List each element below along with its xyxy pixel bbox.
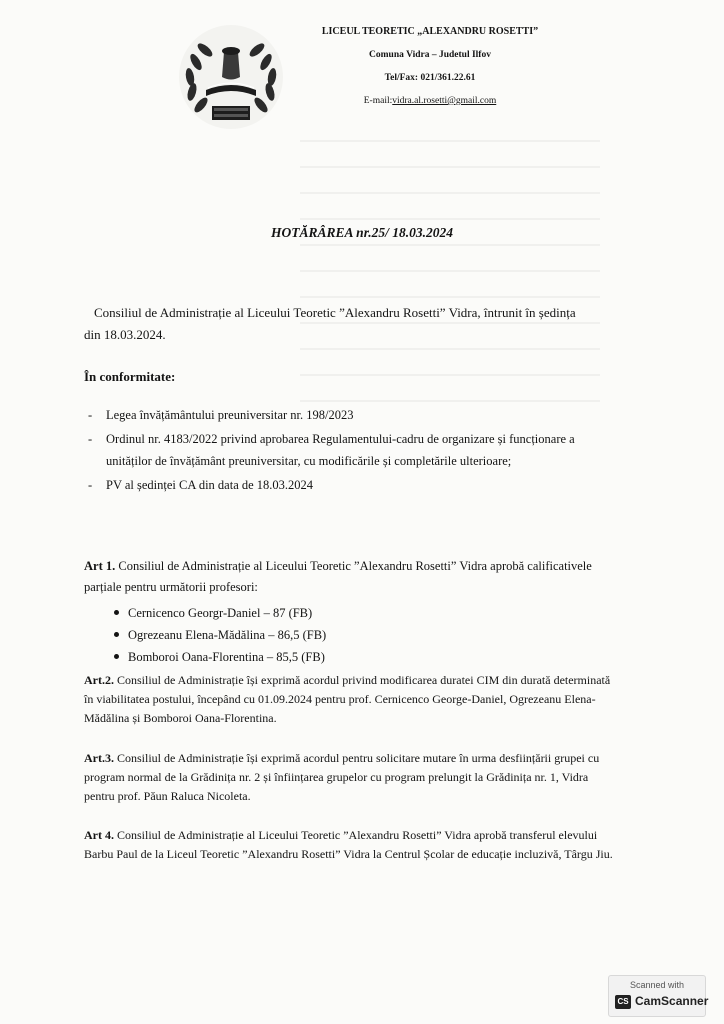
bleed-through-shadow: [300, 140, 600, 420]
scanned-with-label: Scanned with: [629, 980, 685, 990]
calificativ-item: Cernicenco Georgr-Daniel – 87 (FB): [112, 602, 326, 624]
letterhead: [300, 26, 560, 119]
article-text: Consiliul de Administrație își exprimă acordul pentru solicitare mutare în urma desființării grupei cu program normal de la Grădinița nr. 2 și înființarea grupelor cu program prelungit la Grădinița nr. 1, Vidra pentru prof. Păun Raluca Nicoleta.: [84, 751, 600, 803]
decision-title: HOTĂRÂREA nr.25/ 18.03.2024: [271, 225, 453, 240]
camscanner-badge: [608, 975, 709, 1017]
legal-basis-item: - Legea învățământului preuniversitar nr. 198/2023: [84, 404, 604, 426]
email-link[interactable]: vidra.al.rosetti@gmail.com: [392, 96, 497, 106]
legal-basis-item: - PV al ședinței CA din data de 18.03.2024: [84, 474, 604, 496]
article-3: [84, 749, 614, 806]
intro-paragraph: Consiliul de Administrație al Liceului Teoretic ”Alexandru Rosetti” Vidra, întrunit în ședința din 18.03.2024.: [84, 305, 576, 342]
article-label: Art 1.: [84, 559, 116, 573]
school-email-line: [300, 96, 560, 106]
article-text: Consiliul de Administrație al Liceului Teoretic ”Alexandru Rosetti” Vidra aprobă calificativele parțiale pentru următorii profesori:: [84, 559, 592, 594]
camscanner-icon: CS: [615, 995, 631, 1009]
school-name: LICEUL TEORETIC „ALEXANDRU ROSETTI”: [321, 26, 539, 37]
email-prefix: E-mail:: [363, 96, 393, 106]
school-phone: Tel/Fax: 021/361.22.61: [384, 73, 476, 83]
article-1: [84, 556, 604, 598]
school-logo: [176, 22, 286, 132]
conformitate-heading: În conformitate:: [84, 369, 176, 384]
legal-basis-list: [84, 404, 604, 498]
school-address: Comuna Vidra – Judetul Ilfov: [369, 50, 491, 60]
article-label: Art.2.: [84, 673, 114, 687]
calificative-list: [112, 602, 326, 668]
calificativ-item: Ogrezeanu Elena-Mădălina – 86,5 (FB): [112, 624, 326, 646]
legal-basis-item: - Ordinul nr. 4183/2022 privind aprobarea Regulamentului-cadru de organizare și funcționare a unităților de învățământ preuniversitar, cu modificările și completările ulterioare;: [84, 428, 604, 472]
article-2: [84, 671, 614, 728]
article-label: Art 4.: [84, 828, 114, 842]
article-4: [84, 826, 614, 864]
camscanner-brand: CamScanner: [635, 994, 709, 1008]
article-label: Art.3.: [84, 751, 114, 765]
article-text: Consiliul de Administrație al Liceului Teoretic ”Alexandru Rosetti” Vidra aprobă transferul elevului Barbu Paul de la Liceul Teoretic ”Alexandru Rosetti” Vidra la Centrul Școlar de educație incluzivă, Târgu Jiu.: [84, 828, 613, 861]
calificativ-item: Bomboroi Oana-Florentina – 85,5 (FB): [112, 646, 326, 668]
article-text: Consiliul de Administrație își exprimă acordul privind modificarea duratei CIM din durată determinată în viabilitatea postului, începând cu 01.09.2024 pentru prof. Cernicenco George-Daniel, Ogrezeanu Elena-Mădălina și Bomboroi Oana-Florentina.: [84, 673, 611, 725]
